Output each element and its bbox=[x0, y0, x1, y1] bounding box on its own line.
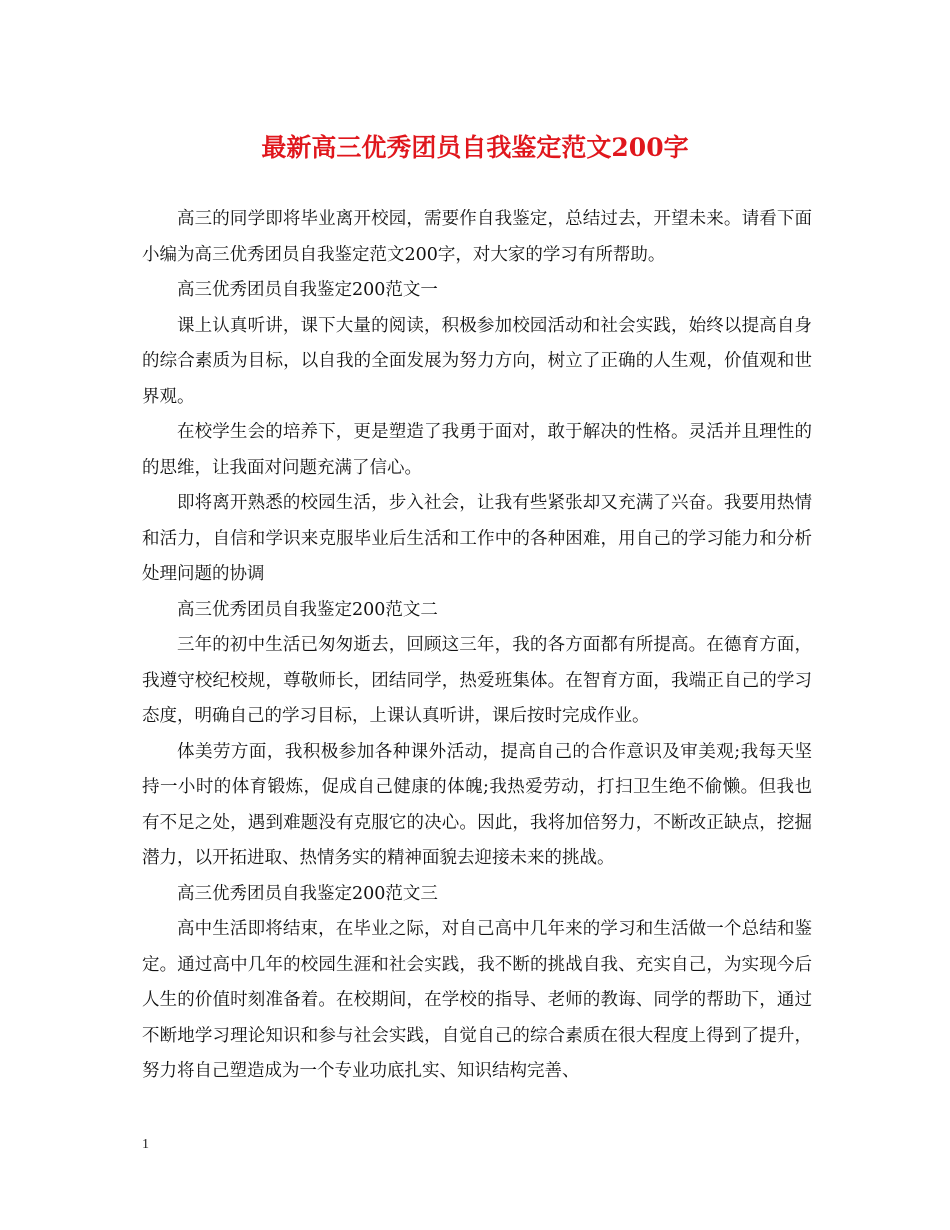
page-number: 1 bbox=[142, 1137, 149, 1152]
body-paragraph: 三年的初中生活已匆匆逝去，回顾这三年，我的各方面都有所提高。在德育方面，我遵守校纪校规，尊敬师长，团结同学，热爱班集体。在智育方面，我端正自己的学习态度，明确自己的学习目标，上课认真听讲，课后按时完成作业。 bbox=[142, 635, 812, 726]
body-paragraph: 即将离开熟悉的校园生活，步入社会，让我有些紧张却又充满了兴奋。我要用热情和活力，自信和学识来克服毕业后生活和工作中的各种困难，用自己的学习能力和分析处理问题的协调 bbox=[142, 493, 812, 584]
body-paragraph: 在校学生会的培养下，更是塑造了我勇于面对，敢于解决的性格。灵活并且理性的的思维，让我面对问题充满了信心。 bbox=[142, 422, 812, 478]
intro-paragraph: 高三的同学即将毕业离开校园，需要作自我鉴定，总结过去，开望未来。请看下面小编为高三优秀团员自我鉴定范文200字，对大家的学习有所帮助。 bbox=[142, 209, 812, 265]
body-paragraph: 课上认真听讲，课下大量的阅读，积极参加校园活动和社会实践，始终以提高自身的综合素质为目标，以自我的全面发展为努力方向，树立了正确的人生观，价值观和世界观。 bbox=[142, 315, 812, 407]
section-heading-2: 高三优秀团员自我鉴定200范文二 bbox=[177, 599, 438, 620]
body-paragraph: 体美劳方面，我积极参加各种课外活动，提高自己的合作意识及审美观;我每天坚持一小时的体育锻炼，促成自己健康的体魄;我热爱劳动，打扫卫生绝不偷懒。但我也有不足之处，遇到难题没有克服它的决心。因此，我将加倍努力，不断改正缺点，挖掘潜力，以开拓进取、热情务实的精神面貌去迎接未来的挑战。 bbox=[142, 741, 812, 868]
section-heading-3: 高三优秀团员自我鉴定200范文三 bbox=[177, 883, 438, 904]
body-paragraph: 高中生活即将结束，在毕业之际，对自己高中几年来的学习和生活做一个总结和鉴定。通过高中几年的校园生涯和社会实践，我不断的挑战自我、充实自己，为实现今后人生的价值时刻准备着。在校期间，在学校的指导、老师的教诲、同学的帮助下，通过不断地学习理论知识和参与社会实践，自觉自己的综合素质在很大程度上得到了提升，努力将自己塑造成为一个专业功底扎实、知识结构完善、 bbox=[142, 919, 812, 1081]
section-heading-1: 高三优秀团员自我鉴定200范文一 bbox=[177, 280, 438, 300]
document-title: 最新高三优秀团员自我鉴定范文200字 bbox=[261, 133, 689, 162]
document-body bbox=[142, 202, 812, 1090]
